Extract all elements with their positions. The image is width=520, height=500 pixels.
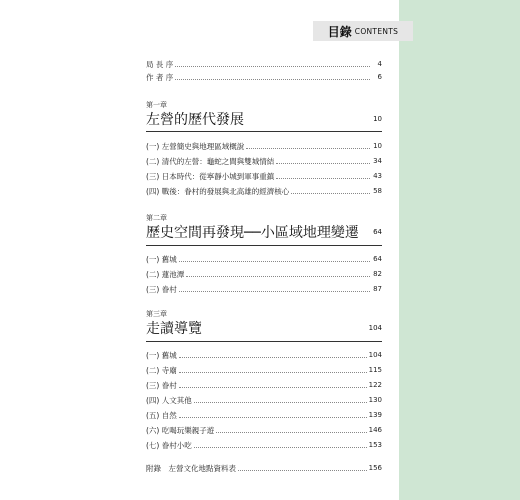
dot-leader [194,446,367,448]
toc-entry-page: 139 [368,411,382,419]
dot-leader [238,469,367,471]
dot-leader [291,192,370,194]
toc-entry-page: 58 [373,187,382,195]
toc-entry-preface-author[interactable] [146,73,382,82]
toc-entry-page: 153 [368,441,382,449]
chapter-3-title-row[interactable] [146,321,382,337]
chapter-1-label: 第一章 [146,101,167,109]
toc-entry-page: 130 [368,396,382,404]
toc-entry-appendix[interactable] [146,464,382,473]
toc-entry[interactable] [146,285,382,294]
toc-entry-label: (一) 舊城 [146,351,177,360]
toc-entry[interactable] [146,381,382,390]
dot-leader [179,416,367,418]
chapter-3-page: 104 [368,324,382,332]
toc-entry-label: (一) 左營簡史與地理區域概說 [146,142,245,151]
toc-entry-page: 6 [377,73,382,81]
chapter-3-title: 走讀導覽 [146,321,202,337]
toc-entry-label: (三) 眷村 [146,381,177,390]
dot-leader [175,65,370,67]
dot-leader [194,401,367,403]
toc-entry-label: (二) 清代的左營：龜蛇之間與雙城情結 [146,157,275,166]
toc-entry-page: 146 [368,426,382,434]
contents-title-en: CONTENTS [354,26,399,36]
toc-entry-label: (四) 人文其他 [146,396,192,405]
toc-entry[interactable] [146,255,382,264]
toc-entry-label: 作 者 序 [146,73,174,82]
chapter-3-rule [146,341,382,342]
chapter-2-rule [146,245,382,246]
chapter-1-title-row[interactable] [146,112,382,128]
toc-entry-page: 87 [373,285,382,293]
chapter-2-title: 歷史空間再發現──小區域地理變遷 [146,225,359,241]
chapter-2-title-row[interactable] [146,225,382,241]
chapter-1-page: 10 [373,115,382,123]
dot-leader [186,275,370,277]
toc-entry[interactable] [146,351,382,360]
toc-entry-page: 64 [373,255,382,263]
toc-entry[interactable] [146,441,382,450]
toc-entry[interactable] [146,366,382,375]
toc-entry[interactable] [146,426,382,435]
chapter-1-title: 左營的歷代發展 [146,112,244,128]
toc-entry-label: 局 長 序 [146,60,174,69]
dot-leader [276,162,370,164]
toc-entry-label: (四) 戰後：眷村的發展與北高雄的經濟核心 [146,187,290,196]
toc-entry[interactable] [146,172,382,181]
toc-entry-label: (五) 自然 [146,411,177,420]
dot-leader [246,147,370,149]
toc-entry-page: 10 [373,142,382,150]
toc-entry-label: 附錄 左營文化地點資料表 [146,464,236,473]
side-color-band [399,0,520,500]
toc-entry-label: (一) 舊城 [146,255,177,264]
chapter-1-rule [146,131,382,132]
toc-entry-preface-director[interactable] [146,60,382,69]
toc-entry-page: 43 [373,172,382,180]
toc-entry-page: 82 [373,270,382,278]
dot-leader [179,371,367,373]
toc-entry[interactable] [146,157,382,166]
toc-entry-page: 122 [368,381,382,389]
toc-entry-label: (二) 蓮池潭 [146,270,185,279]
toc-entry[interactable] [146,142,382,151]
toc-entry-label: (二) 寺廟 [146,366,177,375]
toc-entry[interactable] [146,411,382,420]
chapter-2-page: 64 [373,228,382,236]
dot-leader [179,356,367,358]
toc-entry-page: 4 [377,60,382,68]
toc-entry-label: (七) 眷村小吃 [146,441,192,450]
chapter-3-label: 第三章 [146,310,167,318]
dot-leader [276,177,370,179]
toc-entry-page: 104 [368,351,382,359]
toc-entry-label: (三) 日本時代：從寧靜小城到軍事重鎮 [146,172,275,181]
toc-entry[interactable] [146,396,382,405]
toc-entry-page: 34 [373,157,382,165]
dot-leader [216,431,366,433]
toc-entry[interactable] [146,270,382,279]
dot-leader [175,78,370,80]
chapter-2-label: 第二章 [146,214,167,222]
toc-entry-page: 115 [368,366,382,374]
toc-entry[interactable] [146,187,382,196]
toc-entry-label: (六) 吃喝玩樂親子遊 [146,426,215,435]
dot-leader [179,290,370,292]
toc-entry-page: 156 [368,464,382,472]
dot-leader [179,260,370,262]
contents-title-zh: 目錄 [327,24,352,39]
dot-leader [179,386,367,388]
toc-entry-label: (三) 眷村 [146,285,177,294]
